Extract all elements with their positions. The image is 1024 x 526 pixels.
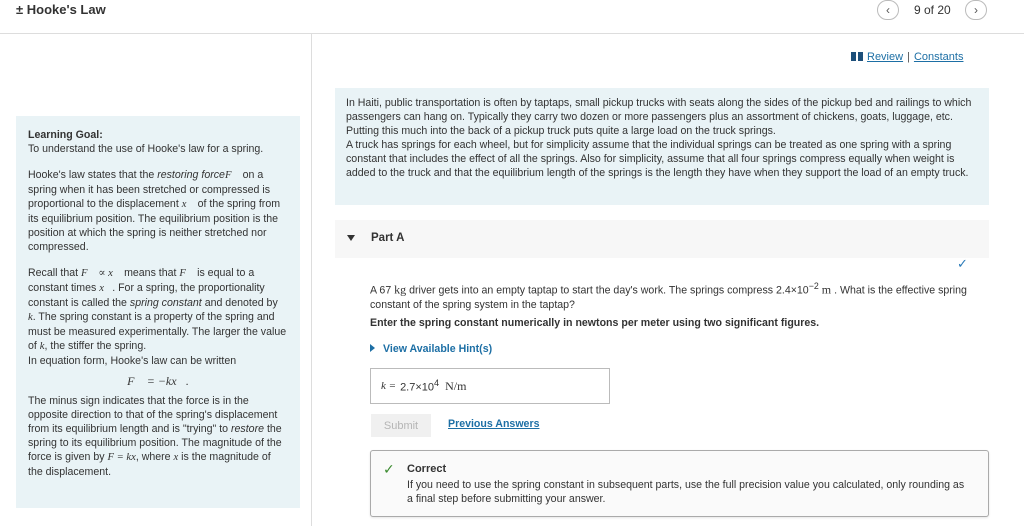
view-hints-toggle[interactable]	[370, 343, 492, 355]
feedback-box	[370, 450, 989, 517]
submit-button[interactable]: Submit	[371, 414, 431, 437]
link-separator: |	[907, 51, 910, 63]
question-text: A 67 kg driver gets into an empty taptap to start the day's work. The springs compress $2.4\times 10^{-2}$ m . What is the effective spring constant of the spring system in the taptap?	[370, 281, 967, 311]
problem-intro	[335, 88, 989, 205]
part-a-header[interactable]	[335, 220, 989, 258]
completed-check-icon: ✓	[957, 256, 968, 271]
previous-answers-link[interactable]: Previous Answers	[448, 418, 540, 430]
correct-check-icon: ✓	[383, 461, 395, 477]
chevron-right-icon: ›	[974, 3, 978, 17]
next-button[interactable]	[965, 0, 987, 20]
book-icon	[851, 52, 863, 61]
feedback-text: If you need to use the spring constant in subsequent parts, use the full precision value you calculated, only rounding as a final step before submitting your answer.	[407, 479, 965, 505]
intro-paragraph-2: A truck has springs for each wheel, but for simplicity assume that the individual springs can be treated as one spring with a spring constant that includes the effect of all the springs. Also for simplicity, assume that all four springs compress equally when weight is added to the truck and that the equilibrium length of the springs is the length they have when they support the load of an empty truck.	[346, 139, 969, 179]
resource-links	[851, 51, 963, 63]
hookes-law-formula: F⃗ = −kx⃗.	[127, 374, 189, 388]
minus-sign-paragraph: The minus sign indicates that the force is in the opposite direction to that of the spring's displacement from its equilibrium length and is "trying" to restore the spring to its equilibrium position. The magnitude of the force is given by F = kx, where x is the magnitude of the displacement.	[28, 395, 282, 478]
header-bar	[0, 0, 1024, 34]
review-link[interactable]: Review	[867, 51, 904, 63]
answer-value: $2.7\times 10^4$	[400, 378, 440, 394]
caret-right-icon	[370, 344, 375, 352]
page-counter: 9 of 20	[914, 3, 951, 17]
page-title: ± Hooke's Law	[16, 2, 106, 17]
hookes-law-paragraph: Hooke's law states that the restoring forceF⃗ on a spring when it has been stretched or compressed is proportional to the displacement x⃗ of the spring from its equilibrium position. The equilibrium position is the position at which the spring is neither stretched nor compressed.	[28, 169, 281, 253]
answer-unit: N/m	[445, 378, 467, 393]
feedback-title: Correct	[407, 463, 447, 475]
previous-button[interactable]	[877, 0, 899, 20]
instruction-text: Enter the spring constant numerically in newtons per meter using two significant figures.	[370, 317, 820, 329]
column-divider	[311, 34, 312, 526]
goal-text: To understand the use of Hooke's law for a spring.	[28, 143, 264, 155]
part-title: Part A	[371, 232, 405, 244]
learning-goal-panel	[16, 116, 300, 508]
goal-heading: Learning Goal:	[28, 129, 103, 141]
caret-down-icon	[347, 235, 355, 241]
answer-label: k =	[381, 380, 397, 392]
spring-constant-paragraph: Recall that F⃗ ∝ x⃗ means that F⃗ is equal to a constant times x⃗. For a spring, the proportionality constant is called the spring constant and denoted by k. The spring constant is a property of the spring and must be measured experimentally. The larger the value of k, the stiffer the spring. In equation form, Hooke's law can be written	[28, 267, 287, 367]
hint-label: View Available Hint(s)	[383, 343, 493, 355]
chevron-left-icon: ‹	[886, 3, 890, 17]
intro-paragraph-1: In Haiti, public transportation is often by taptaps, small pickup trucks with seats along the sides of the pickup bed and railings to which passengers can hang on. Typically they carry two dozen or more passengers plus an assortment of chickens, goats, luggage, etc. Putting this much into the back of a pickup truck puts quite a large load on the truck springs.	[346, 97, 972, 137]
answer-field[interactable]	[370, 368, 610, 404]
constants-link[interactable]: Constants	[913, 51, 964, 63]
